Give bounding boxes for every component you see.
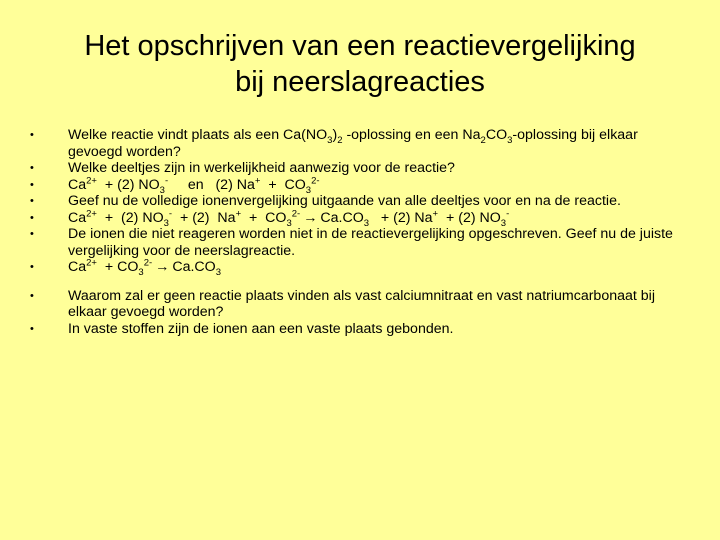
superscript: - bbox=[168, 207, 173, 219]
arrow-icon: → bbox=[303, 209, 318, 226]
list-item bbox=[30, 321, 690, 338]
bullet-icon: • bbox=[30, 162, 34, 174]
bullet-icon: • bbox=[30, 261, 34, 273]
slide-title bbox=[0, 28, 720, 100]
text-run: Ca bbox=[68, 209, 87, 226]
text-run: Ca bbox=[68, 176, 87, 193]
superscript: - bbox=[164, 174, 169, 186]
superscript: 2+ bbox=[86, 207, 97, 219]
list-item bbox=[30, 193, 690, 210]
spectator-ions-note: De ionen die niet reageren worden niet in de reactievergelijking opgeschreven. Geef nu de juiste vergelijking voor de neerslagreactie. bbox=[68, 226, 673, 259]
superscript: 2- bbox=[311, 174, 320, 186]
subscript: 3 bbox=[159, 184, 165, 196]
subscript: 3 bbox=[363, 217, 370, 229]
subscript: 3 bbox=[215, 266, 221, 278]
text-run: + CO bbox=[260, 176, 306, 193]
bullet-icon: • bbox=[30, 211, 34, 224]
title-line-2: bij neerslagreacties bbox=[235, 66, 485, 98]
text-run: -oplossing bij elkaar gevoegd worden? bbox=[68, 127, 638, 160]
text-run: Ca bbox=[68, 259, 87, 275]
net-ionic-equation bbox=[68, 259, 690, 276]
subscript: 2 bbox=[480, 134, 486, 146]
subscript: 3 bbox=[286, 217, 292, 229]
superscript: 2- bbox=[291, 207, 301, 219]
superscript: 2+ bbox=[86, 174, 97, 186]
superscript: + bbox=[432, 207, 439, 219]
text-run: + (2) Na bbox=[369, 209, 433, 226]
text-run: -oplossing en een Na bbox=[342, 127, 481, 143]
subscript: 2 bbox=[337, 134, 343, 146]
text-run: + (2) NO bbox=[96, 176, 160, 193]
superscript: - bbox=[506, 207, 510, 219]
question-particles: Welke deeltjes zijn in werkelijkheid aanwezig voor de reactie? bbox=[68, 160, 455, 176]
bullet-icon: • bbox=[30, 289, 34, 302]
list-item bbox=[30, 127, 690, 160]
subscript: 3 bbox=[327, 134, 333, 146]
arrow-icon: → bbox=[155, 259, 170, 275]
text-run: + (2) NO bbox=[96, 209, 164, 226]
text-run: + (2) NO bbox=[438, 209, 501, 226]
list-item bbox=[30, 259, 690, 276]
text-run: CO bbox=[485, 127, 508, 143]
ions-present bbox=[68, 174, 690, 196]
text-run: + (2) Na bbox=[172, 209, 236, 226]
text-run: + CO bbox=[96, 259, 139, 275]
subscript: 3 bbox=[305, 184, 312, 196]
subscript: 3 bbox=[138, 266, 144, 278]
list-item bbox=[30, 288, 690, 321]
list-item bbox=[30, 174, 690, 196]
bullet-list bbox=[30, 127, 690, 337]
text-run: en (2) Na bbox=[168, 176, 255, 193]
text-run: + CO bbox=[241, 209, 287, 226]
superscript: + bbox=[254, 174, 261, 186]
list-item bbox=[30, 226, 690, 259]
full-ionic-equation bbox=[68, 207, 690, 229]
question-full-equation: Geef nu de volledige ionenvergelijking uitgaande van alle deeltjes voor en na de reactie. bbox=[68, 193, 621, 209]
subscript: 3 bbox=[163, 217, 169, 229]
superscript: + bbox=[235, 207, 242, 219]
subscript: 3 bbox=[507, 134, 513, 146]
text-run: Welke reactie vindt plaats als een Ca(NO bbox=[68, 127, 328, 143]
superscript: 2- bbox=[143, 257, 153, 269]
bullet-icon: • bbox=[30, 129, 34, 141]
list-item bbox=[30, 160, 690, 177]
bullet-icon: • bbox=[30, 195, 34, 207]
bullet-icon: • bbox=[30, 228, 34, 240]
subscript: 3 bbox=[500, 217, 507, 229]
title-line-1: Het opschrijven van een reactievergelijking bbox=[84, 30, 636, 62]
superscript: 2+ bbox=[86, 257, 97, 269]
list-item bbox=[30, 207, 690, 229]
spacer bbox=[30, 276, 690, 288]
bullet-icon: • bbox=[30, 322, 34, 335]
bullet-icon: • bbox=[30, 178, 34, 191]
answer-solids: In vaste stoffen zijn de ionen aan een vaste plaats gebonden. bbox=[68, 320, 454, 337]
text-run: Ca.CO bbox=[320, 209, 364, 226]
text-run: Ca.CO bbox=[172, 259, 216, 275]
question-solids: Waarom zal er geen reactie plaats vinden als vast calciumnitraat en vast natriumcarbonaat bij elkaar gevoegd worden? bbox=[68, 287, 655, 320]
question-reaction bbox=[68, 127, 690, 160]
text-run: ) bbox=[332, 127, 338, 143]
